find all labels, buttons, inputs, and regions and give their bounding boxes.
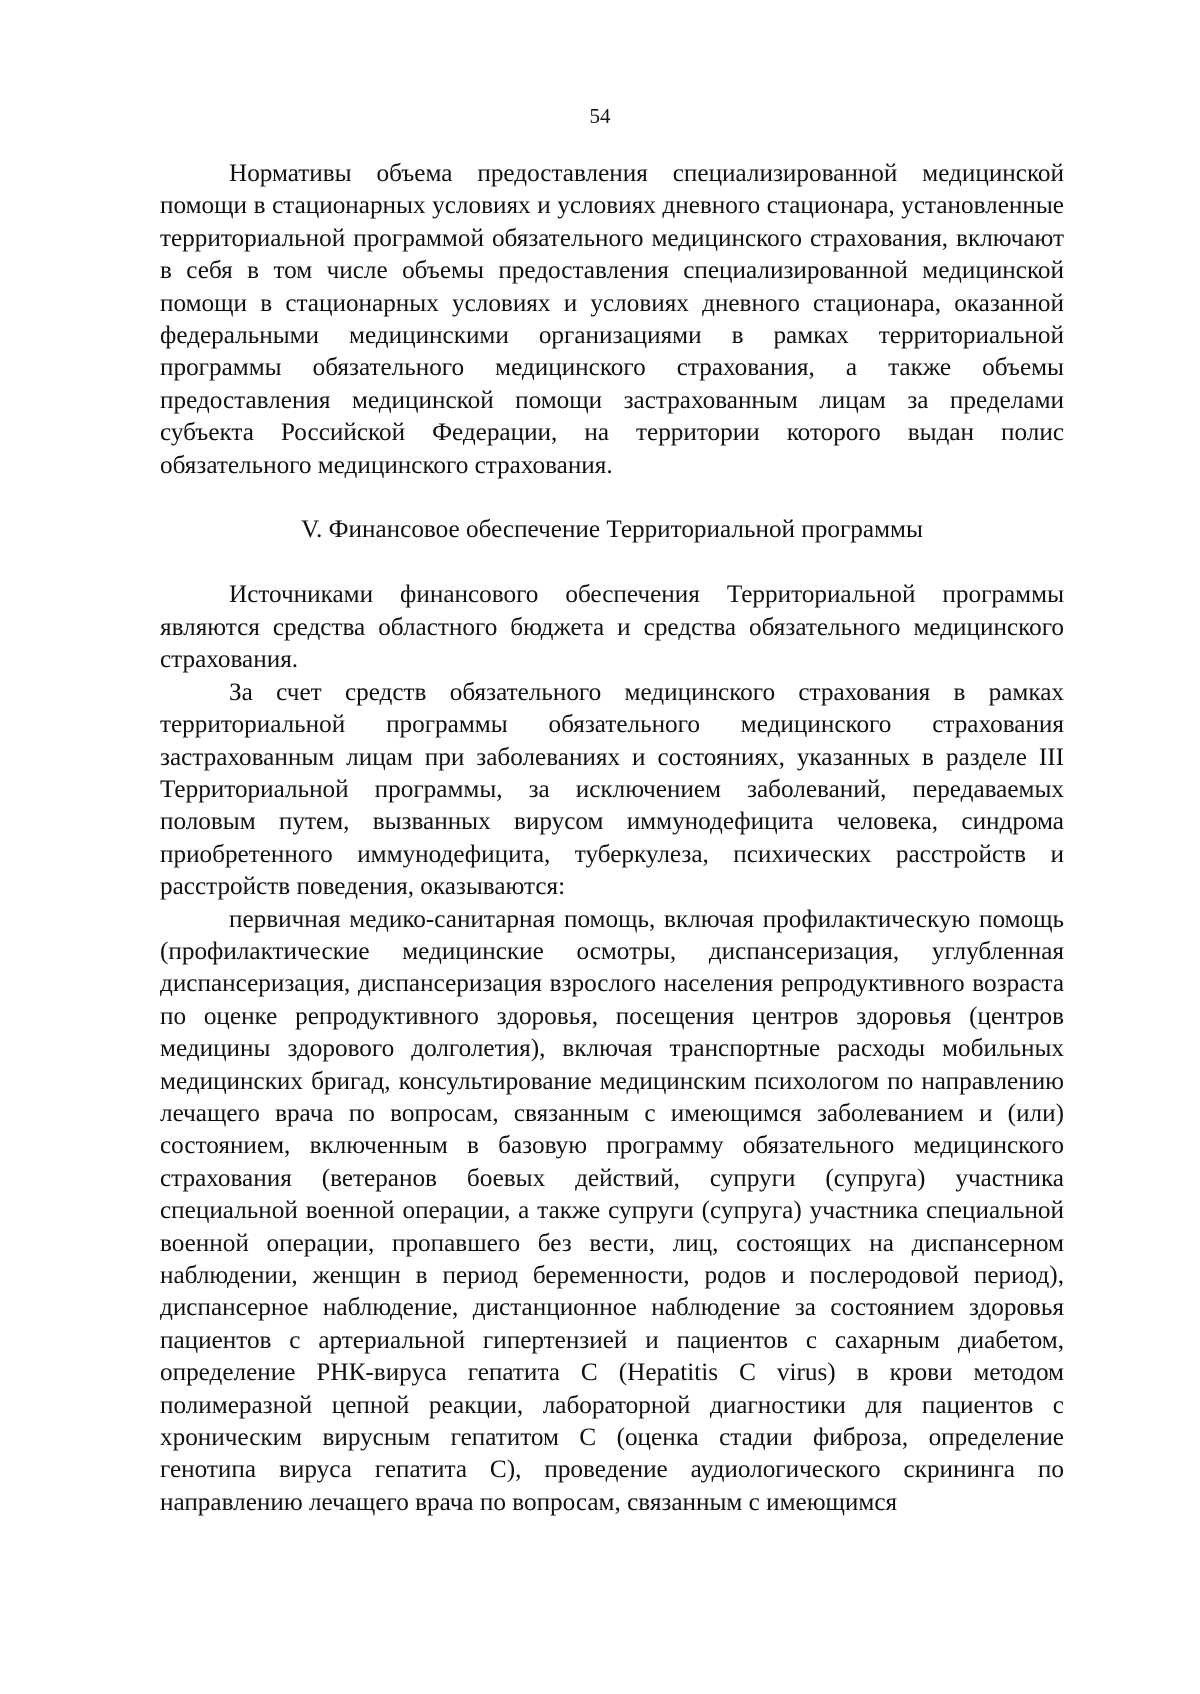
paragraph-primary-care: первичная медико-санитарная помощь, включая профилактическую помощь (профилактические медицинские осмотры, диспансеризация, углубленная диспансеризация, диспансеризация взрослого населения репродуктивного возраста по оценке репродуктивного здоровья, посещения центров здоровья (центров медицины здорового долголетия), включая транспортные расходы мобильных медицинских бригад, консультирование медицинским психологом по направлению лечащего врача по вопросам, связанным с имеющимся заболеванием и (или) состоянием, включенным в базовую программу обязательного медицинского страхования (ветеранов боевых действий, супруги (супруга) участника специальной военной операции, а также супруги (супруга) участника специальной военной операции, пропавшего без вести, лиц, состоящих на диспансерном наблюдении, женщин в период беременности, родов и послеродовой период), диспансерное наблюдение, дистанционное наблюдение за состоянием здоровья пациентов с артериальной гипертензией и пациентов с сахарным диабетом, определение РНК-вируса гепатита С (Hepatitis C virus) в крови методом полимеразной цепной реакции, лабораторной диагностики для пациентов с хроническим вирусным гепатитом С (оценка стадии фиброза, определение генотипа вируса гепатита С), проведение аудиологического скрининга по направлению лечащего врача по вопросам, связанным с имеющимся <box>160 905 1064 1516</box>
paragraph-oms-coverage: За счет средств обязательного медицинского страхования в рамках территориальной программы обязательного медицинского страхования застрахованным лицам при заболеваниях и состояниях, указанных в разделе III Территориальной программы, за исключением заболеваний, передаваемых половым путем, вызванных вирусом иммунодефицита человека, синдрома приобретенного иммунодефицита, туберкулеза, психических расстройств и расстройств поведения, оказываются: <box>160 678 1064 901</box>
paragraph-financing-sources: Источниками финансового обеспечения Территориальной программы являются средства областного бюджета и средства обязательного медицинского страхования. <box>160 581 1064 674</box>
page-number: 54 <box>589 104 611 128</box>
paragraph-normative-volumes: Нормативы объема предоставления специализированной медицинской помощи в стационарных условиях и условиях дневного стационара, установленные территориальной программой обязательного медицинского страхования, включают в себя в том числе объемы предоставления специализированной медицинской помощи в стационарных условиях и условиях дневного стационара, оказанной федеральными медицинскими организациями в рамках территориальной программы обязательного медицинского страхования, а также объемы предоставления медицинской помощи застрахованным лицам за пределами субъекта Российской Федерации, на территории которого выдан полис обязательного медицинского страхования. <box>160 160 1064 479</box>
document-body <box>160 158 1064 1519</box>
section-heading: V. Финансовое обеспечение Территориальной программы <box>301 516 923 544</box>
